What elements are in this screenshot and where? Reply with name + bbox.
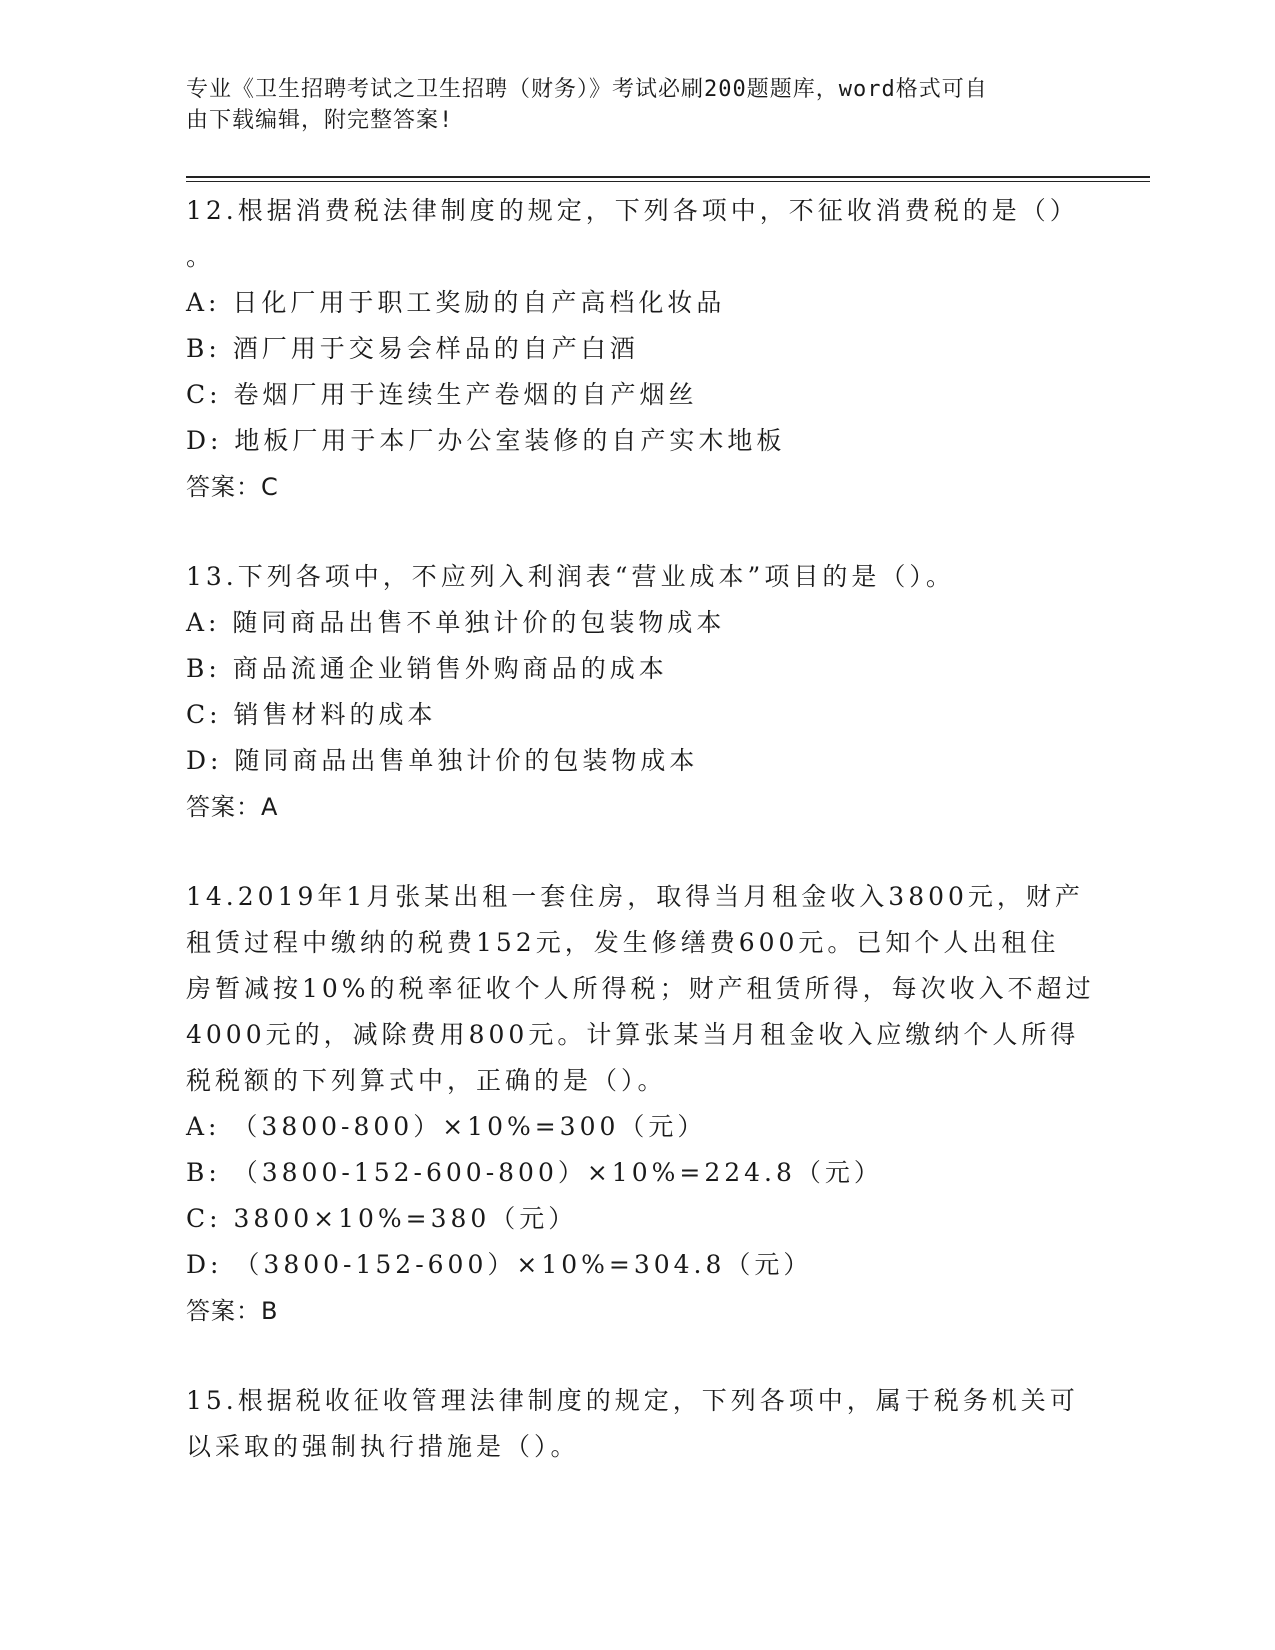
question-list xyxy=(186,188,1095,1470)
header-line-1: 专业《卫生招聘考试之卫生招聘（财务）》考试必刷200题题库，word格式可自 xyxy=(186,77,988,102)
question-stem-line: 房暂减按10%的税率征收个人所得税；财产租赁所得，每次收入不超过 xyxy=(186,974,1095,1003)
answer-line: 答案：B xyxy=(186,1297,279,1325)
question-spacer xyxy=(186,510,1086,554)
question-spacer xyxy=(186,830,1086,874)
option-c: C: 3800×10%=380（元） xyxy=(186,1204,578,1233)
option-b: B: 酒厂用于交易会样品的自产白酒 xyxy=(186,334,639,363)
option-b: B: 商品流通企业销售外购商品的成本 xyxy=(186,654,668,683)
document-header xyxy=(186,74,1066,136)
question-stem-line: 4000元的，减除费用800元。计算张某当月租金收入应缴纳个人所得 xyxy=(186,1020,1080,1049)
question-stem-line: 14.2019年1月张某出租一套住房，取得当月租金收入3800元，财产 xyxy=(186,882,1084,911)
option-d: D: （3800-152-600）×10%=304.8（元） xyxy=(186,1250,813,1279)
question-stem-line: 税税额的下列算式中，正确的是（）。 xyxy=(186,1066,667,1095)
option-b: B: （3800-152-600-800）×10%=224.8（元） xyxy=(186,1158,883,1187)
question-15 xyxy=(186,1378,1086,1470)
question-stem-line: 12.根据消费税法律制度的规定，下列各项中，不征收消费税的是（） xyxy=(186,196,1079,225)
question-13 xyxy=(186,554,1086,830)
question-14 xyxy=(186,874,1095,1334)
question-stem-line: 13.下列各项中，不应列入利润表“营业成本”项目的是（）。 xyxy=(186,562,955,591)
question-stem-line: 15.根据税收征收管理法律制度的规定，下列各项中，属于税务机关可 xyxy=(186,1386,1079,1415)
option-c: C: 卷烟厂用于连续生产卷烟的自产烟丝 xyxy=(186,380,698,409)
option-c: C: 销售材料的成本 xyxy=(186,700,437,729)
question-stem-line: 租赁过程中缴纳的税费152元，发生修缮费600元。已知个人出租住 xyxy=(186,928,1060,957)
option-a: A: 随同商品出售不单独计价的包装物成本 xyxy=(186,608,726,637)
option-d: D: 地板厂用于本厂办公室装修的自产实木地板 xyxy=(186,426,786,455)
option-d: D: 随同商品出售单独计价的包装物成本 xyxy=(186,746,699,775)
option-a: A: 日化厂用于职工奖励的自产高档化妆品 xyxy=(186,288,726,317)
answer-line: 答案：C xyxy=(186,473,279,501)
header-line-2: 由下载编辑，附完整答案! xyxy=(186,108,454,133)
question-12 xyxy=(186,188,1086,510)
option-a: A: （3800-800）×10%=300（元） xyxy=(186,1112,707,1141)
question-stem-line: 。 xyxy=(186,242,216,271)
header-rule-thick xyxy=(186,176,1150,178)
question-spacer xyxy=(186,1334,1086,1378)
question-stem-line: 以采取的强制执行措施是（）。 xyxy=(186,1432,580,1461)
header-rule-thin xyxy=(186,181,1150,182)
answer-line: 答案：A xyxy=(186,793,279,821)
